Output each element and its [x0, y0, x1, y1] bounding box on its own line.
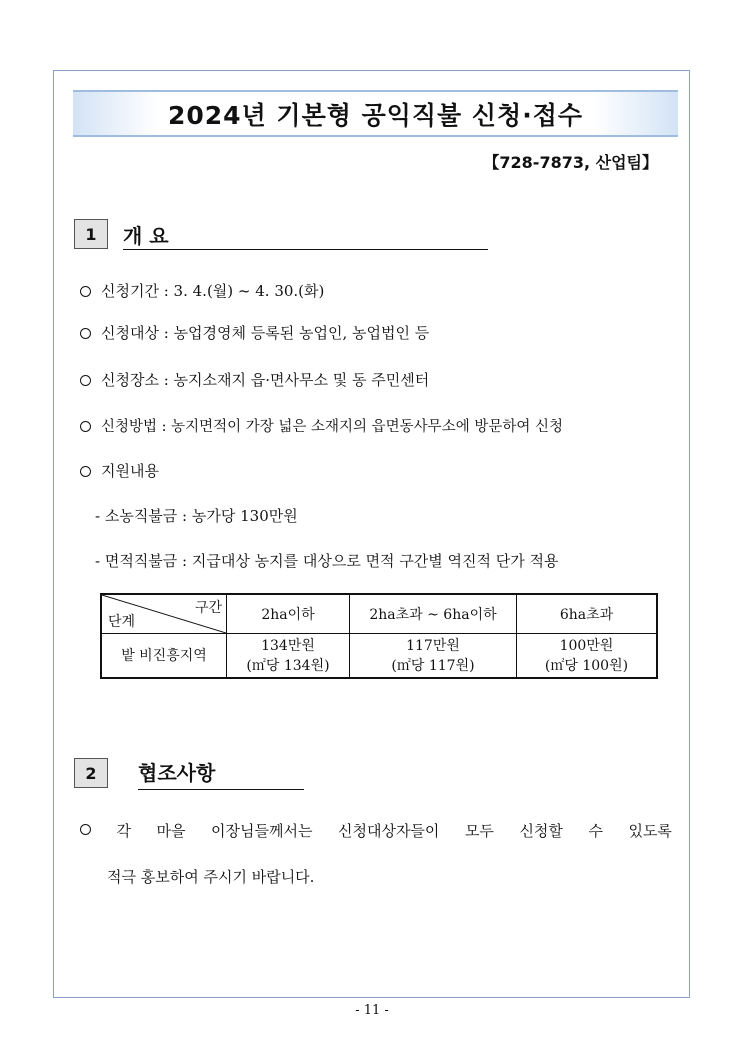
word: 각: [116, 822, 132, 840]
circle-bullet-icon: [80, 286, 91, 297]
circle-bullet-icon: [80, 466, 91, 477]
circle-bullet-icon: [80, 421, 91, 432]
item-method: [80, 415, 563, 436]
item-text: 지원내용: [101, 462, 159, 480]
word: 이장님들께서는: [211, 822, 313, 840]
table-header-cell: 6ha초과: [517, 594, 658, 634]
cooperation-line-2: 적극 홍보하여 주시기 바랍니다.: [107, 868, 315, 886]
cooperation-line-1: [80, 820, 672, 841]
title-bar: [73, 90, 678, 137]
page-number: - 11 -: [355, 1003, 389, 1018]
word: 마을: [156, 822, 186, 840]
item-text: 신청기간 : 3. 4.(월) ~ 4. 30.(화): [101, 282, 325, 300]
section-2-title-text: 협조사항: [138, 761, 216, 785]
word: 신청대상자들이: [337, 822, 440, 840]
table-corner-cell: [101, 594, 227, 634]
cell-per-unit: (㎡당 100원): [544, 658, 629, 675]
table-cell: [517, 634, 658, 678]
cell-amount: 117만원: [406, 638, 460, 655]
circle-bullet-icon: [80, 328, 91, 339]
cell-per-unit: (㎡당 117원): [391, 658, 475, 675]
circle-bullet-icon: [80, 820, 91, 841]
section-2-title: [138, 757, 304, 790]
table-header-row: [101, 594, 657, 634]
item-eligible: [80, 322, 429, 343]
item-support: [80, 460, 159, 481]
item-application-period: [80, 280, 324, 301]
word: 모두: [464, 822, 494, 840]
section-2-number: 2: [74, 758, 108, 788]
table-row-label: 밭 비진흥지역: [101, 634, 227, 678]
subsidy-table: [100, 593, 658, 679]
table-header-cell: 2ha이하: [227, 594, 350, 634]
item-place: [80, 369, 429, 390]
table-cell: [227, 634, 350, 678]
item-text: 신청대상 : 농업경영체 등록된 농업인, 농업법인 등: [101, 324, 430, 342]
table-row: [101, 634, 657, 678]
section-1-title: [123, 220, 488, 250]
item-text: 신청장소 : 농지소재지 읍·면사무소 및 동 주민센터: [101, 371, 430, 389]
corner-bottom-label: 단계: [108, 614, 136, 630]
word: 신청할: [519, 822, 563, 840]
section-1-number: 1: [74, 219, 108, 249]
item-text: 신청방법 : 농지면적이 가장 넓은 소재지의 읍면동사무소에 방문하여 신청: [101, 419, 563, 435]
cell-amount: 100만원: [559, 638, 614, 655]
subitem-area-payment: - 면적직불금 : 지급대상 농지를 대상으로 면적 구간별 역진적 단가 적용: [95, 552, 559, 570]
corner-top-label: 구간: [194, 600, 222, 616]
subitem-small-farm: - 소농직불금 : 농가당 130만원: [95, 507, 298, 525]
page-frame: [53, 70, 690, 998]
document-title: 2024년 기본형 공익직불 신청·접수: [168, 100, 583, 130]
cell-per-unit: (㎡당 134원): [246, 658, 330, 675]
table-header-cell: 2ha초과 ~ 6ha이하: [350, 594, 517, 634]
section-1-title-text: 개 요: [123, 224, 169, 248]
word: 있도록: [628, 822, 672, 840]
table-cell: [350, 634, 517, 678]
cell-amount: 134만원: [261, 638, 315, 655]
circle-bullet-icon: [80, 375, 91, 386]
word: 수: [588, 822, 603, 840]
contact-info: 【728-7873, 산업팀】: [483, 153, 658, 172]
